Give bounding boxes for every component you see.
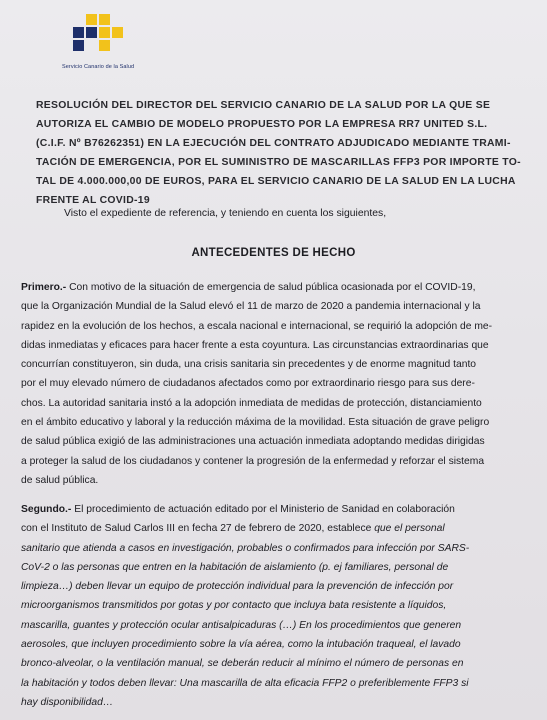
paragraph-line: didas inmediatas y eficaces para hacer frente a esta coyuntura. Las circunstancias extraordinarias que <box>21 339 489 351</box>
paragraph-line: que la Organización Mundial de la Salud elevó el 11 de marzo de 2020 a pandemia internacional y la <box>21 301 481 313</box>
title-line: RESOLUCIÓN DEL DIRECTOR DEL SERVICIO CANARIO DE LA SALUD POR LA QUE SE <box>36 100 491 111</box>
paragraph-line: por el muy elevado número de ciudadanos afectados como por extraordinario riesgo para sus dere- <box>21 378 475 390</box>
paragraph-lead: Segundo.- <box>21 504 72 515</box>
title-line: (C.I.F. Nº B76262351) EN LA EJECUCIÓN DEL CONTRATO ADJUDICADO MEDIANTE TRAMI- <box>36 138 511 149</box>
quote-line: microorganismos transmitidos por gotas y por contacto que incluya bata resistente a líquidos, <box>21 600 447 612</box>
header-logo <box>62 12 142 72</box>
quote-line: limpieza…) deben llevar un equipo de protección individual para la prevención de infección por <box>21 581 454 593</box>
paragraph-line: Primero.- Con motivo de la situación de emergencia de salud pública ocasionada por el COVID-19, <box>21 282 476 293</box>
title-line: TACIÓN DE EMERGENCIA, POR EL SUMINISTRO DE MASCARILLAS FFP3 POR IMPORTE TO- <box>36 157 521 168</box>
section-heading: ANTECEDENTES DE HECHO <box>191 247 356 259</box>
paragraph-segundo <box>21 500 531 712</box>
quote-line: CoV-2 o las personas que entren en la habitación de aislamiento (p. ej familiares, personal de <box>21 561 449 573</box>
paragraph-primero <box>21 278 531 490</box>
quote-line: bronco-alveolar, o la ventilación manual, se deberán reducir al mínimo el número de personas en <box>21 658 464 670</box>
paragraph-line: rapidez en la evolución de los hechos, a escala nacional e internacional, se requirió la adopción de me- <box>21 320 493 332</box>
paragraph-line: chos. La autoridad sanitaria instó a la adopción inmediata de medidas de protección, distanciamiento <box>21 397 482 409</box>
paragraph-line: a proteger la salud de los ciudadanos y contener la progresión de la enfermedad y reforzar el sistema <box>21 455 485 467</box>
title-line: TAL DE 4.000.000,00 DE EUROS, PARA EL SERVICIO CANARIO DE LA SALUD EN LA LUCHA <box>36 176 516 187</box>
paragraph-line: con el Instituto de Salud Carlos III en fecha 27 de febrero de 2020, establece que el personal <box>21 523 445 535</box>
resolution-title <box>36 96 521 210</box>
quote-line: hay disponibilidad… <box>21 696 114 708</box>
paragraph-lead: Primero.- <box>21 282 67 293</box>
quote-line: la habitación y todos deben llevar: Una mascarilla de alta eficacia FFP2 o preferiblemente FFP3 si <box>21 677 469 689</box>
paragraph-line: Segundo.- El procedimiento de actuación editado por el Ministerio de Sanidad en colaboración <box>21 504 455 515</box>
paragraph-line: de salud pública exigió de las administraciones una actuación inmediata adoptando medidas dirigidas <box>21 436 485 448</box>
intro-text: Visto el expediente de referencia, y teniendo en cuenta los siguientes, <box>64 208 387 219</box>
title-line: AUTORIZA EL CAMBIO DE MODELO PROPUESTO POR LA EMPRESA RR7 UNITED S.L. <box>36 119 488 130</box>
title-line: FRENTE AL COVID-19 <box>36 195 150 206</box>
logo-text: Servicio Canario de la Salud <box>62 64 135 70</box>
scs-logo-icon <box>62 12 132 58</box>
paragraph-line: de salud pública. <box>21 474 99 486</box>
quote-line: aerosoles, que incluyen procedimiento sobre la vía aérea, como la intubación traqueal, el lavado <box>21 639 461 651</box>
paragraph-line: en el ámbito educativo y laboral y la reducción máxima de la movilidad. Esta situación de grave peligro <box>21 417 490 429</box>
paragraph-line: concurrían constituyeron, sin duda, una crisis sanitaria sin precedentes y de enorme magnitud tanto <box>21 359 477 371</box>
quote-line: sanitario que atienda a casos en investigación, probables o confirmados para infección por SARS- <box>21 542 470 554</box>
quote-line: mascarilla, guantes y protección ocular antisalpicaduras (…) En los procedimientos que generen <box>21 619 462 631</box>
